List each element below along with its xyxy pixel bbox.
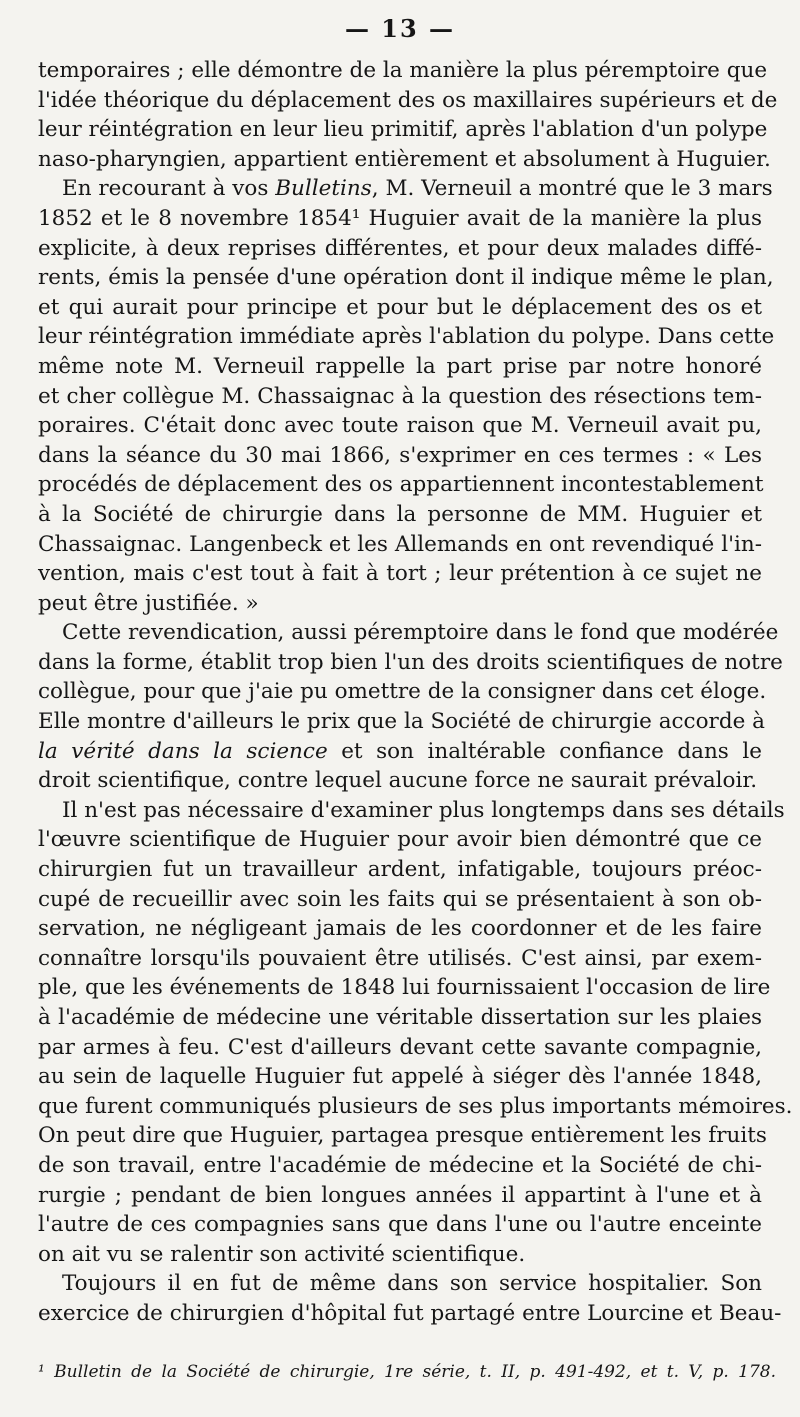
text-line: poraires. C'était donc avec toute raison que M. Verneuil avait pu, (38, 413, 762, 439)
text-line: chirurgien fut un travailleur ardent, infatigable, toujours préoc- (38, 857, 762, 883)
text-line: peut être justifiée. » (38, 590, 259, 616)
text-line: l'idée théorique du déplacement des os maxillaires supérieurs et de (38, 87, 778, 113)
text-line: de son travail, entre l'académie de médecine et la Société de chi- (38, 1152, 762, 1178)
text-line: collègue, pour que j'aie pu omettre de la consigner dans cet éloge. (38, 679, 767, 705)
text-line: leur réintégration immédiate après l'ablation du polype. Dans cette (38, 324, 775, 350)
text-line: l'œuvre scientifique de Huguier pour avoir bien démontré que ce (38, 827, 762, 853)
text-line: dans la forme, établit trop bien l'un des droits scientifiques de notre (38, 649, 783, 675)
text-line: Cette revendication, aussi péremptoire dans le fond que modérée (62, 620, 779, 646)
text-line: même note M. Verneuil rappelle la part prise par notre honoré (38, 353, 762, 379)
page-number: — 13 — (344, 14, 456, 43)
text-line: à l'académie de médecine une véritable dissertation sur les plaies (38, 1005, 762, 1030)
text-line: la vérité dans la science et son inaltérable confiance dans le (38, 738, 762, 764)
footnote: ¹ Bulletin de la Société de chirurgie, 1re série, t. II, p. 491-492, et t. V, p. 178. (38, 1362, 776, 1382)
text-line: explicite, à deux reprises différentes, et pour deux malades diffé- (38, 235, 762, 261)
text-line: par armes à feu. C'est d'ailleurs devant cette savante compagnie, (38, 1034, 762, 1060)
text-line: l'autre de ces compagnies sans que dans l'une ou l'autre enceinte (38, 1212, 762, 1238)
text-line: En recourant à vos Bulletins, M. Verneuil a montré que le 3 mars (62, 176, 773, 202)
text-line: vention, mais c'est tout à fait à tort ; leur prétention à ce sujet ne (38, 561, 762, 587)
text-line: procédés de déplacement des os appartiennent incontestablement (38, 472, 764, 498)
italic-text: la vérité dans la science (38, 738, 328, 764)
text-line: leur réintégration en leur lieu primitif, après l'ablation d'un polype (38, 117, 768, 143)
text-line: temporaires ; elle démontre de la manière la plus péremptoire que (38, 58, 768, 83)
text-line: on ait vu se ralentir son activité scientifique. (38, 1241, 526, 1267)
paragraph-p3 (38, 618, 783, 796)
text-line: cupé de recueillir avec soin les faits qui se présentaient à son ob- (38, 886, 762, 912)
text-line: servation, ne négligeant jamais de les coordonner et de les faire (38, 916, 762, 942)
paragraph-p4 (38, 796, 793, 1270)
text-line: dans la séance du 30 mai 1866, s'exprimer en ces termes : « Les (38, 442, 762, 468)
text-line: naso-pharyngien, appartient entièrement et absolument à Huguier. (38, 146, 771, 172)
text-line: connaître lorsqu'ils pouvaient être utilisés. C'est ainsi, par exem- (38, 945, 762, 971)
text-line: Il n'est pas nécessaire d'examiner plus longtemps dans ses détails (62, 797, 785, 823)
paragraph-p1 (38, 56, 778, 174)
text-line: Chassaignac. Langenbeck et les Allemands en ont revendiqué l'in- (38, 531, 762, 557)
paragraph-p2 (38, 174, 775, 618)
text-line: Elle montre d'ailleurs le prix que la Société de chirurgie accorde à (38, 709, 765, 735)
text-line: et qui aurait pour principe et pour but le déplacement des os et (38, 294, 762, 320)
text-line: et cher collègue M. Chassaignac à la question des résections tem- (38, 383, 762, 409)
text-line: que furent communiqués plusieurs de ses plus importants mémoires. (38, 1093, 793, 1119)
text-line: exercice de chirurgien d'hôpital fut partagé entre Lourcine et Beau- (38, 1300, 782, 1326)
text-line: 1852 et le 8 novembre 1854¹ Huguier avait de la manière la plus (38, 205, 762, 231)
text-line: rurgie ; pendant de bien longues années il appartint à l'une et à (38, 1182, 762, 1208)
text-line: Toujours il en fut de même dans son service hospitalier. Son (62, 1271, 762, 1297)
text-line: On peut dire que Huguier, partagea presque entièrement les fruits (38, 1123, 767, 1149)
paragraph-p5 (38, 1269, 782, 1328)
text-line: rents, émis la pensée d'une opération dont il indique même le plan, (38, 265, 774, 291)
text-line: au sein de laquelle Huguier fut appelé à siéger dès l'année 1848, (38, 1064, 762, 1090)
body-text (38, 56, 793, 1329)
text-line: ple, que les événements de 1848 lui fournissaient l'occasion de lire (38, 975, 771, 1001)
text-line: droit scientifique, contre lequel aucune force ne saurait prévaloir. (38, 768, 758, 794)
italic-text: Bulletins (275, 176, 372, 202)
text-line: à la Société de chirurgie dans la personne de MM. Huguier et (38, 501, 762, 527)
